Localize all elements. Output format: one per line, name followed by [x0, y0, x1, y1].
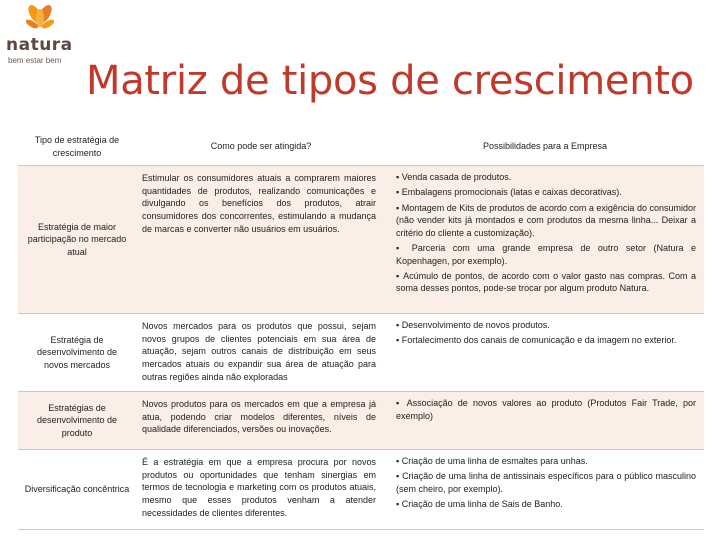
list-item: ▪ Criação de uma linha de Sais de Banho. [396, 499, 563, 510]
table-header-row [18, 128, 704, 166]
strategy-type-cell: Estratégias de desenvolvimento de produto [18, 392, 136, 450]
list-item: ▪ Criação de uma linha de esmaltes para unhas. [396, 456, 588, 467]
table-row [18, 314, 704, 392]
possibilities-cell [386, 450, 704, 530]
strategy-type-cell: Diversificação concêntrica [18, 450, 136, 530]
growth-matrix-table [18, 128, 704, 530]
natura-logo [4, 2, 74, 70]
logo-tagline: bem estar bem [8, 56, 62, 65]
possibilities-cell [386, 392, 704, 450]
strategy-type-cell: Estratégia de desenvolvimento de novos mercados [18, 314, 136, 392]
flower-icon [26, 2, 54, 34]
header-strategy-type: Tipo de estratégia de crescimento [18, 128, 136, 166]
table-row [18, 392, 704, 450]
possibilities-cell [386, 166, 704, 314]
list-item: ▪ Parceria com uma grande empresa de outro setor (Natura e Kopenhagen, por exemplo). [396, 242, 696, 266]
list-item: ▪ Venda casada de produtos. [396, 172, 512, 183]
how-cell: É a estratégia em que a empresa procura por novos produtos ou oportunidades que tenham sinergias em termos de tecnologia e marketing com os produtos atuais, mesmo que esses produtos venham a atender necessidades de clientes diferentes. [136, 450, 386, 530]
how-cell: Estimular os consumidores atuais a comprarem maiores quantidades de produtos, realizando comunicações e divulgando os benefícios dos produtos, atrair consumidores dos concorrentes, estimulando a mudança de marcas e converter não usuários em usuários. [136, 166, 386, 314]
list-item: ▪ Criação de uma linha de antissinais específicos para o público masculino (sem cheiro, por exemplo). [396, 471, 696, 494]
list-item: ▪ Montagem de Kits de produtos de acordo com a exigência do consumidor (não vender kits já montados e com produtos da mesma linha... Deixar a critério do cliente a customização). [396, 202, 696, 238]
header-how: Como pode ser atingida? [136, 128, 386, 166]
possibilities-cell [386, 314, 704, 392]
how-cell: Novos produtos para os mercados em que a empresa já atua, podendo criar modelos diferentes, níveis de qualidade diferenciados, versões ou inovações. [136, 392, 386, 450]
list-item: ▪ Embalagens promocionais (latas e caixas decorativas). [396, 187, 622, 198]
table-row [18, 166, 704, 314]
list-item: ▪ Associação de novos valores ao produto (Produtos Fair Trade, por exemplo) [396, 398, 696, 421]
list-item: ▪ Acúmulo de pontos, de acordo com o valor gasto nas compras. Com a soma desses pontos, pode-se trocar por algum produto Natura. [396, 270, 696, 294]
table-row [18, 450, 704, 530]
list-item: ▪ Desenvolvimento de novos produtos. [396, 320, 550, 331]
strategy-type-cell: Estratégia de maior participação no mercado atual [18, 166, 136, 314]
logo-brand: natura [6, 35, 73, 55]
header-possibilities: Possibilidades para a Empresa [386, 128, 704, 166]
list-item: ▪ Fortalecimento dos canais de comunicação e da imagem no exterior. [396, 335, 677, 346]
page-title: Matriz de tipos de crescimento [86, 58, 694, 104]
how-cell: Novos mercados para os produtos que possui, sejam novos grupos de clientes potenciais em sua área de atuação, sejam outros canais de distribuição em seus mercados atuais ou expandir sua área de atuação para outras regiões ainda não exploradas [136, 314, 386, 392]
